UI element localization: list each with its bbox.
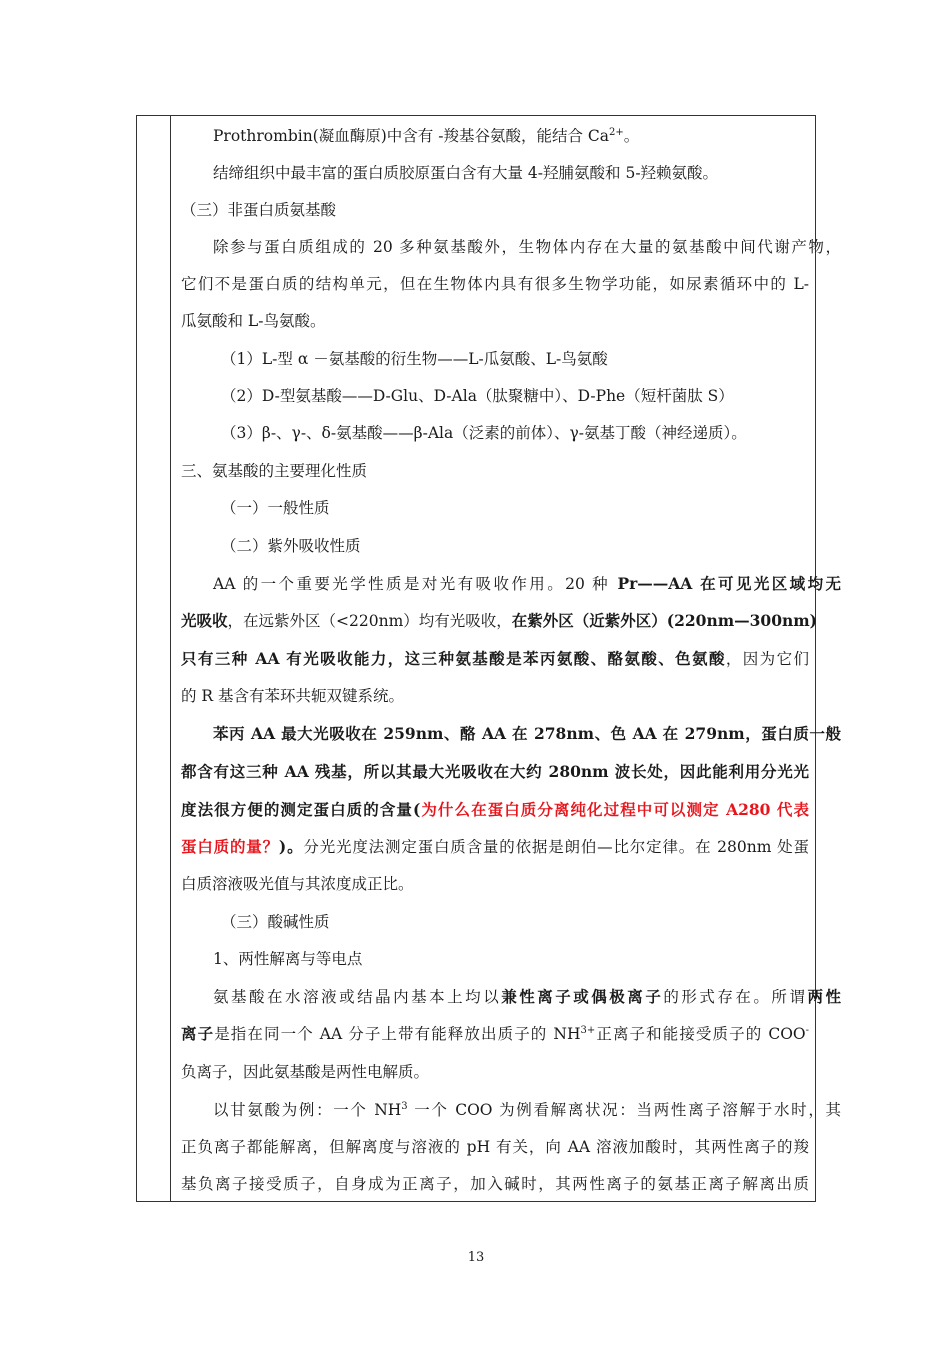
content-table (136, 115, 841, 1202)
text: 。 (623, 127, 640, 145)
bold-text: 只有三种 AA 有光吸收能力，这三种氨基酸是苯丙氨酸、酪氨酸、色氨酸 (181, 649, 726, 668)
text: 的形式存在。所谓 (663, 988, 808, 1006)
superscript: 3 (401, 1100, 408, 1112)
bold-text: 兼性离子或偶极离子 (501, 987, 664, 1006)
text: Prothrombin(凝血酶原)中含有 -羧基谷氨酸，能结合 Ca (213, 127, 609, 145)
page-number: 13 (467, 1250, 485, 1265)
paragraph-line (181, 611, 817, 631)
paragraph-line (213, 987, 841, 1007)
paragraph-line (181, 1024, 809, 1044)
subsection-heading: （一）一般性质 (221, 499, 330, 517)
superscript: - (805, 1024, 810, 1036)
paragraph-line (181, 837, 809, 857)
paragraph-line: 的 R 基含有苯环共轭双键系统。 (181, 687, 405, 705)
paragraph-line: 基负离子接受质子，自身成为正离子，加入碱时，其两性离子的氨基正离子解离出质 (181, 1175, 809, 1193)
superscript: 3+ (580, 1024, 596, 1036)
bold-text: Pr——AA 在可见光区域均无 (617, 574, 841, 593)
bold-text: 在紫外区（近紫外区）(220nm—300nm) (511, 611, 817, 630)
section-heading: 三、氨基酸的主要理化性质 (181, 462, 368, 480)
text: 分光光度法测定蛋白质含量的依据是朗伯—比尔定律。在 280nm 处蛋 (303, 838, 809, 856)
paragraph-line: 白质溶液吸光值与其浓度成正比。 (181, 875, 414, 893)
text: AA 的一个重要光学性质是对光有吸收作用。20 种 (213, 575, 618, 593)
text: ，因为它们 (725, 650, 809, 668)
paragraph-line: 苯丙 AA 最大光吸收在 259nm、酪 AA 在 278nm、色 AA 在 279nm，蛋白质一般 (213, 724, 841, 743)
text: 正离子和能接受质子的 COO (595, 1025, 806, 1043)
paragraph-line: 除参与蛋白质组成的 20 多种氨基酸外，生物体内存在大量的氨基酸中间代谢产物， (213, 238, 841, 256)
paragraph-line: 瓜氨酸和 L-鸟氨酸。 (181, 312, 326, 330)
paragraph-line: 负离子，因此氨基酸是两性电解质。 (181, 1063, 430, 1081)
text: ，在远紫外区（<220nm）均有光吸收， (227, 612, 512, 630)
bold-text: 度法很方便的测定蛋白质的含量( (181, 800, 421, 819)
text: 以甘氨酸为例：一个 NH (213, 1101, 402, 1119)
paragraph-line (213, 126, 841, 146)
table-left-column (137, 116, 171, 1201)
text: 一个 COO 为例看解离状况：当两性离子溶解于水时，其 (407, 1101, 841, 1119)
paragraph-line (181, 800, 809, 820)
subsection-heading: （三）酸碱性质 (221, 913, 330, 931)
text: 是指在同一个 AA 分子上带有能释放出质子的 NH (214, 1025, 581, 1043)
paragraph-line: 它们不是蛋白质的结构单元，但在生物体内具有很多生物学功能，如尿素循环中的 L- (181, 275, 809, 293)
bold-text: )。 (278, 837, 304, 856)
subsection-heading: （二）紫外吸收性质 (221, 537, 361, 555)
bold-text: 光吸收 (181, 611, 228, 630)
subsection-heading: 1、两性解离与等电点 (213, 950, 363, 968)
bold-text: 两性 (807, 987, 841, 1006)
red-question-text: 蛋白质的量？ (181, 837, 279, 856)
bold-text: 离子 (181, 1024, 215, 1043)
paragraph-line: 都含有这三种 AA 残基，所以其最大光吸收在大约 280nm 波长处，因此能利用分光光 (181, 762, 809, 781)
red-question-text: 为什么在蛋白质分离纯化过程中可以测定 A280 代表 (420, 800, 809, 819)
section-heading: （三）非蛋白质氨基酸 (181, 201, 337, 219)
text: 氨基酸在水溶液或结晶内基本上均以 (213, 988, 502, 1006)
list-item: （2）D-型氨基酸——D-Glu、D-Ala（肽聚糖中）、D-Phe（短杆菌肽 S） (221, 387, 734, 405)
paragraph-line: 结缔组织中最丰富的蛋白质胶原蛋白含有大量 4-羟脯氨酸和 5-羟赖氨酸。 (213, 164, 719, 182)
list-item: （3）β-、γ-、δ-氨基酸——β-Ala（泛素的前体）、γ-氨基丁酸（神经递质）。 (221, 424, 747, 442)
paragraph-line (181, 649, 809, 669)
list-item: （1）L-型 α －氨基酸的衍生物——L-瓜氨酸、L-鸟氨酸 (221, 350, 608, 368)
paragraph-line: 正负离子都能解离，但解离度与溶液的 pH 有关，向 AA 溶液加酸时，其两性离子的羧 (181, 1138, 809, 1156)
paragraph-line (213, 574, 841, 594)
superscript: 2+ (608, 126, 624, 138)
paragraph-line (213, 1100, 841, 1120)
